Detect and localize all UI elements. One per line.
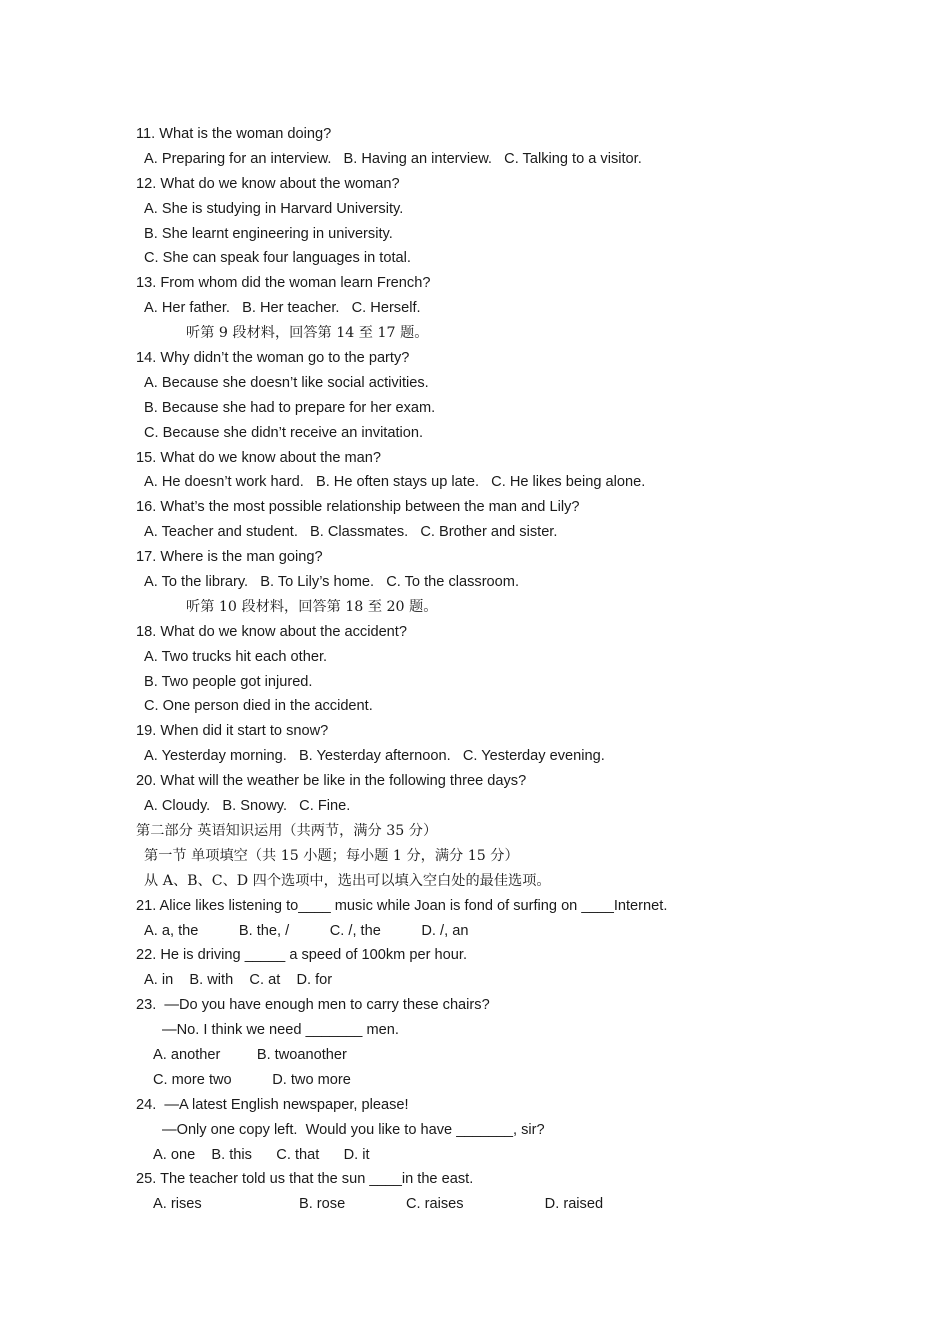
text-line: A. He doesn’t work hard. B. He often stays up late. C. He likes being alone.: [144, 474, 646, 491]
text-line: A. Preparing for an interview. B. Having an interview. C. Talking to a visitor.: [144, 150, 642, 167]
text-line: 13. From whom did the woman learn French?: [136, 275, 431, 292]
text-line: A. Two trucks hit each other.: [144, 648, 328, 665]
exam-page: [136, 122, 836, 1217]
text-line: A. Her father. B. Her teacher. C. Herself.: [144, 300, 421, 317]
text-line: —Only one copy left. Would you like to have _______, sir?: [162, 1121, 545, 1138]
text-line: 24. —A latest English newspaper, please!: [136, 1096, 409, 1113]
text-line: 19. When did it start to snow?: [136, 723, 329, 740]
text-line: 第一节 单项填空（共 15 小题；每小题 1 分，满分 15 分）: [144, 847, 519, 864]
text-line: A. one B. this C. that D. it: [153, 1146, 370, 1163]
text-line: A. Cloudy. B. Snowy. C. Fine.: [144, 798, 351, 815]
text-line: 18. What do we know about the accident?: [136, 623, 407, 640]
text-line: B. Because she had to prepare for her exam.: [144, 399, 436, 416]
text-line: 25. The teacher told us that the sun ____in the east.: [136, 1171, 474, 1188]
text-line: 第二部分 英语知识运用（共两节，满分 35 分）: [136, 822, 438, 839]
text-line: 23. —Do you have enough men to carry these chairs?: [136, 997, 490, 1014]
text-line: C. more two D. two more: [153, 1071, 351, 1088]
text-line: 12. What do we know about the woman?: [136, 175, 400, 192]
text-line: A. Because she doesn’t like social activities.: [144, 374, 429, 391]
text-line: A. rises B. rose C. raises D. raised: [153, 1196, 604, 1213]
text-line: 15. What do we know about the man?: [136, 449, 382, 466]
text-line: 20. What will the weather be like in the following three days?: [136, 773, 527, 790]
text-line: 听第 9 段材料，回答第 14 至 17 题。: [186, 325, 429, 342]
text-line: A. Yesterday morning. B. Yesterday afternoon. C. Yesterday evening.: [144, 748, 605, 765]
text-line: A. She is studying in Harvard University.: [144, 200, 404, 217]
text-line: 14. Why didn’t the woman go to the party?: [136, 350, 410, 367]
text-line: A. another B. twoanother: [153, 1046, 347, 1063]
text-line: 16. What’s the most possible relationship between the man and Lily?: [136, 499, 580, 516]
text-line: 听第 10 段材料，回答第 18 至 20 题。: [186, 598, 438, 615]
text-line: C. She can speak four languages in total.: [144, 250, 411, 267]
text-line: A. a, the B. the, / C. /, the D. /, an: [144, 922, 469, 939]
text-line: 22. He is driving _____ a speed of 100km per hour.: [136, 947, 468, 964]
text-line: C. One person died in the accident.: [144, 698, 373, 715]
text-line: 17. Where is the man going?: [136, 549, 323, 566]
text-line: A. Teacher and student. B. Classmates. C. Brother and sister.: [144, 524, 558, 541]
text-line: A. To the library. B. To Lily’s home. C. To the classroom.: [144, 574, 520, 591]
text-line: —No. I think we need _______ men.: [162, 1022, 399, 1039]
text-line: 11. What is the woman doing?: [136, 126, 332, 142]
text-line: B. She learnt engineering in university.: [144, 225, 393, 242]
text-line: 21. Alice likes listening to____ music while Joan is fond of surfing on ____Internet.: [136, 897, 668, 914]
text-line: C. Because she didn’t receive an invitation.: [144, 424, 424, 441]
text-line: 从 A、B、C、D 四个选项中，选出可以填入空白处的最佳选项。: [144, 872, 551, 889]
text-line: B. Two people got injured.: [144, 673, 313, 690]
text-line: A. in B. with C. at D. for: [144, 972, 333, 989]
